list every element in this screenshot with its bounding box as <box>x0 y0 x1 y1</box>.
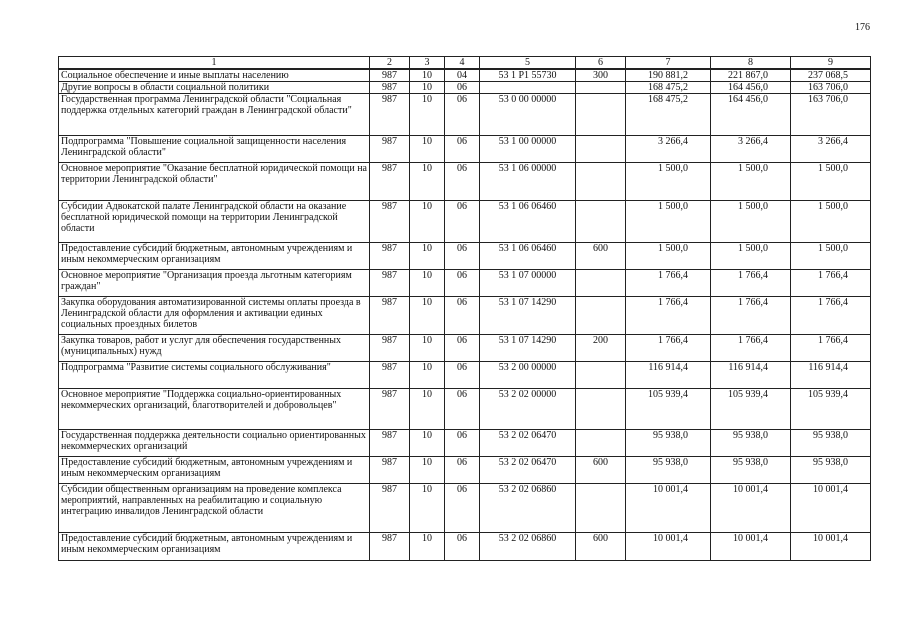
row-amount-year3-cell: 237 068,5 <box>791 69 871 82</box>
row-target-article-cell: 53 2 00 00000 <box>480 362 576 389</box>
row-section-cell: 10 <box>410 201 445 243</box>
row-expense-type-cell: 600 <box>576 457 626 484</box>
row-amount-year3-cell: 10 001,4 <box>791 533 871 561</box>
row-name-cell: Предоставление субсидий бюджетным, автономным учреждениям и иным некоммерческим организациям <box>59 243 370 270</box>
row-section-cell: 10 <box>410 163 445 201</box>
row-code-cell: 987 <box>370 484 410 533</box>
row-amount-year2-cell: 1 500,0 <box>711 243 791 270</box>
row-amount-year1-cell: 168 475,2 <box>626 94 711 136</box>
header-cell-3: 3 <box>410 57 445 70</box>
page-number: 176 <box>855 22 870 33</box>
row-amount-year2-cell: 105 939,4 <box>711 389 791 430</box>
row-section-cell: 10 <box>410 270 445 297</box>
row-subsection-cell: 06 <box>445 136 480 163</box>
row-amount-year3-cell: 3 266,4 <box>791 136 871 163</box>
row-name-cell: Государственная программа Ленинградской области "Социальная поддержка отдельных категорий граждан в Ленинградской области" <box>59 94 370 136</box>
row-target-article-cell: 53 2 02 06470 <box>480 457 576 484</box>
row-amount-year2-cell: 116 914,4 <box>711 362 791 389</box>
row-amount-year3-cell: 116 914,4 <box>791 362 871 389</box>
row-amount-year2-cell: 1 766,4 <box>711 335 791 362</box>
row-amount-year1-cell: 3 266,4 <box>626 136 711 163</box>
row-target-article-cell: 53 2 02 06470 <box>480 430 576 457</box>
table-header-row <box>59 57 871 70</box>
row-target-article-cell: 53 1 07 00000 <box>480 270 576 297</box>
row-amount-year2-cell: 1 500,0 <box>711 201 791 243</box>
row-name-cell: Подпрограмма "Развитие системы социального обслуживания" <box>59 362 370 389</box>
row-expense-type-cell <box>576 94 626 136</box>
row-amount-year2-cell: 1 766,4 <box>711 270 791 297</box>
row-amount-year1-cell: 1 500,0 <box>626 163 711 201</box>
row-amount-year3-cell: 1 500,0 <box>791 163 871 201</box>
row-code-cell: 987 <box>370 362 410 389</box>
row-amount-year1-cell: 95 938,0 <box>626 430 711 457</box>
row-subsection-cell: 06 <box>445 533 480 561</box>
row-code-cell: 987 <box>370 270 410 297</box>
row-name-cell: Основное мероприятие "Поддержка социально-ориентированных некоммерческих организаций, благотворителей и добровольцев" <box>59 389 370 430</box>
row-section-cell: 10 <box>410 457 445 484</box>
row-amount-year3-cell: 95 938,0 <box>791 430 871 457</box>
row-target-article-cell <box>480 82 576 94</box>
table-row <box>59 270 871 297</box>
row-code-cell: 987 <box>370 430 410 457</box>
row-amount-year1-cell: 116 914,4 <box>626 362 711 389</box>
header-cell-2: 2 <box>370 57 410 70</box>
row-expense-type-cell: 300 <box>576 69 626 82</box>
row-name-cell: Закупка товаров, работ и услуг для обеспечения государственных (муниципальных) нужд <box>59 335 370 362</box>
row-subsection-cell: 06 <box>445 484 480 533</box>
row-amount-year1-cell: 105 939,4 <box>626 389 711 430</box>
row-name-cell: Государственная поддержка деятельности социально ориентированных некоммерческих организаций <box>59 430 370 457</box>
row-section-cell: 10 <box>410 335 445 362</box>
table-row <box>59 243 871 270</box>
row-section-cell: 10 <box>410 94 445 136</box>
row-expense-type-cell <box>576 136 626 163</box>
row-amount-year1-cell: 10 001,4 <box>626 484 711 533</box>
header-cell-5: 5 <box>480 57 576 70</box>
row-amount-year1-cell: 1 500,0 <box>626 243 711 270</box>
row-expense-type-cell: 600 <box>576 533 626 561</box>
row-subsection-cell: 06 <box>445 430 480 457</box>
row-section-cell: 10 <box>410 243 445 270</box>
row-subsection-cell: 06 <box>445 362 480 389</box>
row-code-cell: 987 <box>370 201 410 243</box>
table-row <box>59 533 871 561</box>
row-subsection-cell: 06 <box>445 389 480 430</box>
header-cell-4: 4 <box>445 57 480 70</box>
table-row <box>59 297 871 335</box>
row-name-cell: Другие вопросы в области социальной политики <box>59 82 370 94</box>
row-name-cell: Субсидии общественным организациям на проведение комплекса мероприятий, направленных на реабилитацию и социальную интеграцию инвалидов Ленинградской области <box>59 484 370 533</box>
row-name-cell: Предоставление субсидий бюджетным, автономным учреждениям и иным некоммерческим организациям <box>59 457 370 484</box>
row-name-cell: Социальное обеспечение и иные выплаты населению <box>59 69 370 82</box>
row-code-cell: 987 <box>370 69 410 82</box>
row-code-cell: 987 <box>370 82 410 94</box>
row-subsection-cell: 06 <box>445 297 480 335</box>
row-subsection-cell: 04 <box>445 69 480 82</box>
row-target-article-cell: 53 1 06 06460 <box>480 201 576 243</box>
row-code-cell: 987 <box>370 94 410 136</box>
table-row <box>59 362 871 389</box>
row-target-article-cell: 53 0 00 00000 <box>480 94 576 136</box>
row-expense-type-cell <box>576 362 626 389</box>
row-subsection-cell: 06 <box>445 201 480 243</box>
row-section-cell: 10 <box>410 69 445 82</box>
row-amount-year2-cell: 1 766,4 <box>711 297 791 335</box>
row-expense-type-cell <box>576 82 626 94</box>
row-amount-year1-cell: 95 938,0 <box>626 457 711 484</box>
header-cell-9: 9 <box>791 57 871 70</box>
table-row <box>59 457 871 484</box>
row-amount-year2-cell: 1 500,0 <box>711 163 791 201</box>
row-subsection-cell: 06 <box>445 94 480 136</box>
row-section-cell: 10 <box>410 82 445 94</box>
table-row <box>59 136 871 163</box>
row-name-cell: Подпрограмма "Повышение социальной защищенности населения Ленинградской области" <box>59 136 370 163</box>
row-target-article-cell: 53 2 02 06860 <box>480 533 576 561</box>
row-target-article-cell: 53 2 02 00000 <box>480 389 576 430</box>
row-amount-year3-cell: 1 766,4 <box>791 335 871 362</box>
row-code-cell: 987 <box>370 163 410 201</box>
row-amount-year3-cell: 1 500,0 <box>791 201 871 243</box>
row-section-cell: 10 <box>410 136 445 163</box>
row-section-cell: 10 <box>410 430 445 457</box>
table-row <box>59 389 871 430</box>
row-target-article-cell: 53 1 06 06460 <box>480 243 576 270</box>
row-amount-year1-cell: 1 766,4 <box>626 335 711 362</box>
row-amount-year1-cell: 10 001,4 <box>626 533 711 561</box>
table-row <box>59 69 871 82</box>
header-cell-7: 7 <box>626 57 711 70</box>
row-amount-year2-cell: 164 456,0 <box>711 94 791 136</box>
row-amount-year3-cell: 1 766,4 <box>791 297 871 335</box>
row-amount-year3-cell: 10 001,4 <box>791 484 871 533</box>
table-row <box>59 335 871 362</box>
row-target-article-cell: 53 2 02 06860 <box>480 484 576 533</box>
row-code-cell: 987 <box>370 136 410 163</box>
table-row <box>59 484 871 533</box>
row-target-article-cell: 53 1 06 00000 <box>480 163 576 201</box>
row-section-cell: 10 <box>410 362 445 389</box>
row-name-cell: Субсидии Адвокатской палате Ленинградской области на оказание бесплатной юридической помощи на территории Ленинградской области <box>59 201 370 243</box>
row-amount-year3-cell: 163 706,0 <box>791 94 871 136</box>
row-section-cell: 10 <box>410 484 445 533</box>
row-expense-type-cell: 200 <box>576 335 626 362</box>
row-code-cell: 987 <box>370 389 410 430</box>
row-amount-year3-cell: 105 939,4 <box>791 389 871 430</box>
row-subsection-cell: 06 <box>445 163 480 201</box>
header-cell-1: 1 <box>59 57 370 70</box>
row-expense-type-cell: 600 <box>576 243 626 270</box>
row-section-cell: 10 <box>410 297 445 335</box>
row-amount-year2-cell: 221 867,0 <box>711 69 791 82</box>
header-cell-6: 6 <box>576 57 626 70</box>
table-row <box>59 82 871 94</box>
row-code-cell: 987 <box>370 457 410 484</box>
row-expense-type-cell <box>576 201 626 243</box>
row-section-cell: 10 <box>410 389 445 430</box>
row-subsection-cell: 06 <box>445 243 480 270</box>
budget-table <box>58 56 871 561</box>
row-target-article-cell: 53 1 00 00000 <box>480 136 576 163</box>
row-expense-type-cell <box>576 430 626 457</box>
row-code-cell: 987 <box>370 297 410 335</box>
row-amount-year3-cell: 163 706,0 <box>791 82 871 94</box>
row-amount-year2-cell: 95 938,0 <box>711 457 791 484</box>
row-expense-type-cell <box>576 484 626 533</box>
row-code-cell: 987 <box>370 335 410 362</box>
row-amount-year3-cell: 1 766,4 <box>791 270 871 297</box>
row-name-cell: Основное мероприятие "Оказание бесплатной юридической помощи на территории Ленинградской области" <box>59 163 370 201</box>
row-amount-year1-cell: 1 766,4 <box>626 297 711 335</box>
row-amount-year2-cell: 10 001,4 <box>711 533 791 561</box>
row-amount-year2-cell: 10 001,4 <box>711 484 791 533</box>
row-target-article-cell: 53 1 Р1 55730 <box>480 69 576 82</box>
row-subsection-cell: 06 <box>445 82 480 94</box>
row-code-cell: 987 <box>370 243 410 270</box>
row-name-cell: Основное мероприятие "Организация проезда льготным категориям граждан" <box>59 270 370 297</box>
row-expense-type-cell <box>576 270 626 297</box>
row-subsection-cell: 06 <box>445 457 480 484</box>
row-amount-year1-cell: 1 500,0 <box>626 201 711 243</box>
row-name-cell: Предоставление субсидий бюджетным, автономным учреждениям и иным некоммерческим организациям <box>59 533 370 561</box>
row-subsection-cell: 06 <box>445 335 480 362</box>
row-target-article-cell: 53 1 07 14290 <box>480 335 576 362</box>
row-subsection-cell: 06 <box>445 270 480 297</box>
row-target-article-cell: 53 1 07 14290 <box>480 297 576 335</box>
header-cell-8: 8 <box>711 57 791 70</box>
row-amount-year2-cell: 95 938,0 <box>711 430 791 457</box>
row-amount-year2-cell: 164 456,0 <box>711 82 791 94</box>
row-name-cell: Закупка оборудования автоматизированной системы оплаты проезда в Ленинградской области для оформления и активации единых социальных проездных билетов <box>59 297 370 335</box>
row-section-cell: 10 <box>410 533 445 561</box>
row-amount-year3-cell: 1 500,0 <box>791 243 871 270</box>
row-code-cell: 987 <box>370 533 410 561</box>
row-amount-year1-cell: 190 881,2 <box>626 69 711 82</box>
row-amount-year1-cell: 1 766,4 <box>626 270 711 297</box>
row-expense-type-cell <box>576 163 626 201</box>
row-amount-year1-cell: 168 475,2 <box>626 82 711 94</box>
table-row <box>59 94 871 136</box>
row-expense-type-cell <box>576 297 626 335</box>
table-row <box>59 430 871 457</box>
row-amount-year2-cell: 3 266,4 <box>711 136 791 163</box>
table-row <box>59 163 871 201</box>
row-amount-year3-cell: 95 938,0 <box>791 457 871 484</box>
row-expense-type-cell <box>576 389 626 430</box>
table-row <box>59 201 871 243</box>
